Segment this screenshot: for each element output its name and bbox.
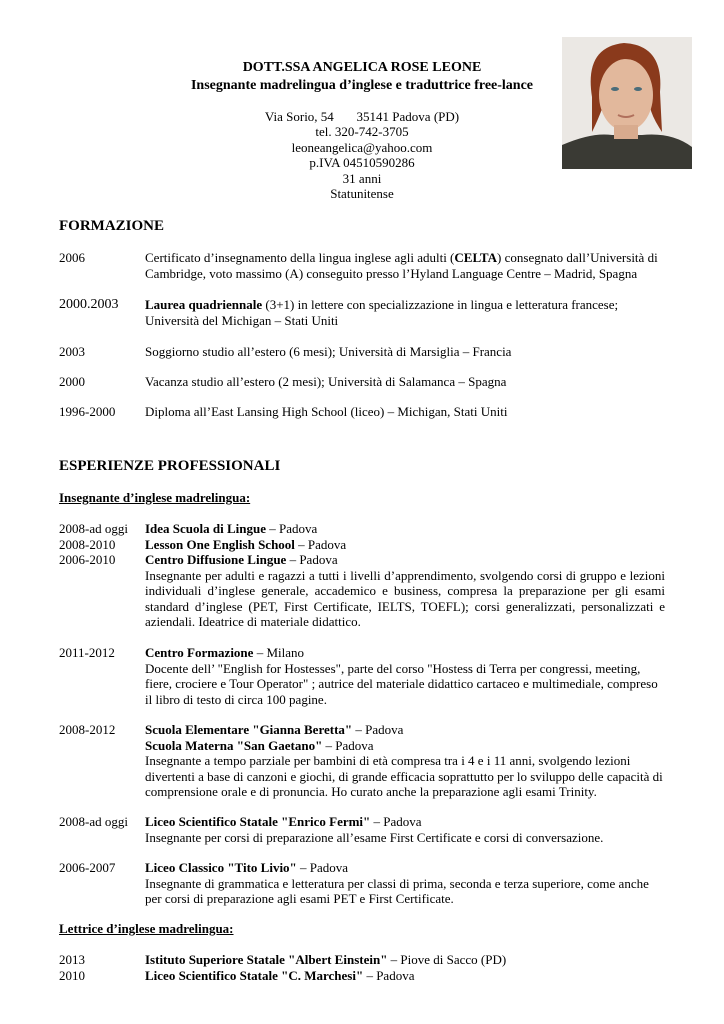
nationality: Statunitense [330,186,394,202]
job-description: Insegnante di grammatica e letteratura per classi di prima, seconda e terza superiore, come anche per corsi di preparazione agli esami PET e First Certificate. [145,875,649,906]
education-text: Diploma all’East Lansing High School (liceo) – Michigan, Stati Uniti [145,404,508,419]
section-formazione: FORMAZIONE [59,218,164,234]
subheading-insegnante: Insegnante d’inglese madrelingua: [59,490,251,505]
job-employer: Istituto Superiore Statale "Albert Einstein" [145,952,388,967]
job-date: 2008-ad oggi [59,814,128,829]
job-block [59,860,669,907]
education-text: Soggiorno studio all’estero (6 mesi); Università di Marsiglia – Francia [145,344,512,359]
education-bold: CELTA [454,250,498,265]
job-description: Insegnante per adulti e ragazzi a tutti i livelli d’apprendimento, svolgendo corsi di gruppo e lezioni individuali d’inglese generale, accademico e business, compresa la preparazione per gli esami standard d’inglese (PET, First Certificate, IELTS, TOEFL); corsi generalizzati, personalizzati e aziendali. Ideatrice di materiale didattico. [145,567,665,629]
education-date: 2000.2003 [59,297,119,312]
job-employer: Centro Formazione [145,645,254,660]
candidate-subtitle: Insegnante madrelingua d’inglese e traduttrice free-lance [190,78,534,93]
education-text: (3+1) in lettere con specializzazione in lingua e letteratura francese; Università del Michigan – Stati Uniti [145,297,619,328]
job-location: – Padova [363,967,415,983]
job-location: – Padova [294,536,347,552]
job-location: – Piove di Sacco (PD) [387,952,507,967]
education-date: 2003 [59,344,85,359]
job-employer: Centro Diffusione Lingue [145,552,287,567]
vat-number: p.IVA 04510590286 [309,155,415,171]
education-item [59,404,669,420]
job-date: 2011-2012 [59,645,115,660]
job-location: – Padova [322,737,374,753]
education-item [59,374,669,390]
job-description: Insegnante a tempo parziale per bambini di età compresa tra i 4 e i 11 anni, svolgendo lezioni divertenti a base di canzoni e giochi, di grande efficacia soprattutto per lo sviluppo delle capacità di comprensione orale e di pronuncia. Ho curato anche la preparazione agli esami Trinity. [145,753,663,799]
job-description: Docente dell’ "English for Hostesses", parte del corso "Hostess di Terra per congressi, meeting, fiere, crociere e Tour Operator" ; autrice del materiale didattico cartaceo e multimediale, compreso il libro di testo di circa 100 pagine. [145,660,658,707]
job-employer: Scuola Elementare "Gianna Beretta" [145,722,353,737]
education-item [59,344,669,360]
job-date: 2006-2010 [59,552,116,567]
job-block [59,645,669,707]
job-employer: Liceo Classico "Tito Livio" [145,860,297,875]
candidate-name: DOTT.SSA ANGELICA ROSE LEONE [242,60,482,75]
section-esperienze: ESPERIENZE PROFESSIONALI [59,458,281,474]
education-text: Certificato d’insegnamento della lingua inglese agli adulti ( [145,250,455,265]
job-employer: Idea Scuola di Lingue [145,521,267,536]
job-block [59,952,669,983]
job-location: – Padova [352,722,404,737]
job-date: 2008-2010 [59,536,116,552]
job-block [59,814,669,845]
job-location: – Milano [253,645,304,660]
education-date: 2006 [59,250,85,265]
job-date: 2008-2012 [59,722,116,737]
education-date: 1996-2000 [59,404,116,419]
education-item [59,250,669,281]
subheading-lettrice: Lettrice d’inglese madrelingua: [59,921,234,936]
education-item [59,297,669,328]
job-block [59,521,669,630]
phone: tel. 320-742-3705 [315,124,409,140]
job-date: 2006-2007 [59,860,116,875]
education-bold: Laurea quadriennale [145,297,263,312]
education-text: Vacanza studio all’estero (2 mesi); Università di Salamanca – Spagna [145,374,507,389]
job-description: Insegnante per corsi di preparazione all’esame First Certificate e corsi di conversazione. [145,829,604,845]
education-date: 2000 [59,374,85,389]
job-employer: Liceo Scientifico Statale "Enrico Fermi" [145,814,371,829]
age: 31 anni [342,170,382,186]
address: Via Sorio, 54 35141 Padova (PD) [264,109,460,124]
job-location: – Padova [286,552,338,567]
job-date: 2013 [59,952,85,967]
job-location: – Padova [370,814,422,829]
job-block [59,722,669,800]
job-location: – Padova [296,860,349,875]
job-date: 2008-ad oggi [59,521,128,536]
profile-photo [562,37,692,169]
education-text: ) consegnato dall’Università di Cambridge, voto massimo (A) conseguito presso l’Hyland Language Centre – Madrid, Spagna [145,250,658,281]
job-location: – Padova [266,521,318,536]
job-employer: Scuola Materna "San Gaetano" [145,737,323,753]
job-date: 2010 [59,967,85,983]
email: leoneangelica@yahoo.com [291,139,433,155]
job-employer: Liceo Scientifico Statale "C. Marchesi" [145,967,364,983]
job-employer: Lesson One English School [145,536,295,552]
